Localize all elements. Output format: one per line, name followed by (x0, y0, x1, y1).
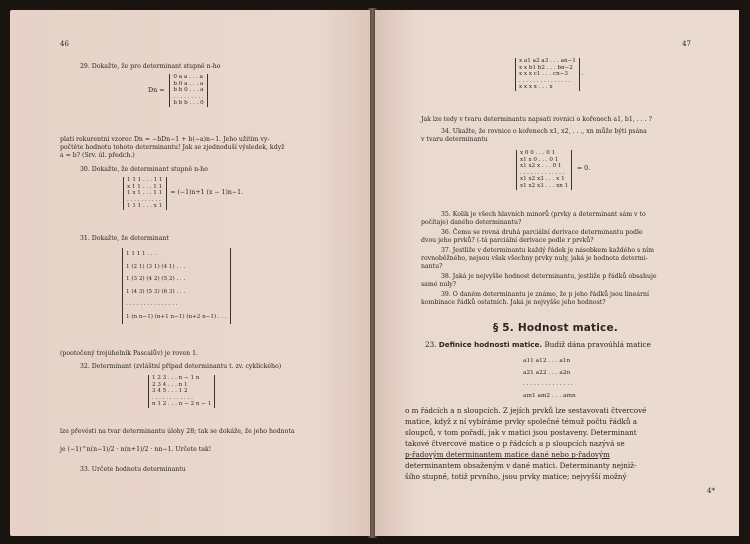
problem-39-b: kombinace řádků ostatních. Jaká je nejvyšše jeho hodnost? (421, 299, 606, 306)
body-line-7: šího stupně, totiž prvního, jsou prvky matice; nejvyšší možný (405, 472, 627, 481)
definition-23-title: Definice hodnosti matice. (438, 340, 543, 349)
problem-29-text-1: platí rekurentní vzorec Dn = −bDn−1 + b(−a)n−1. Jeho užitím vy- (60, 136, 270, 143)
matrix-row: . . . . . . . . . . . . . . (523, 381, 573, 387)
det33-row: x x b1 b2 . . . bn−2 (519, 64, 573, 71)
det29-row: b 0 a . . . a (173, 80, 204, 87)
determinant-30 (123, 177, 243, 210)
determinant-29 (148, 74, 208, 107)
problem-29-text-2: počtěte hodnotu tohoto determinantu! Jak se zjednoduší výsledek, když (60, 144, 285, 151)
determinant-34-body (516, 150, 572, 190)
definition-23-number: 23. (425, 340, 437, 349)
determinant-33 (515, 58, 583, 91)
definition-23 (425, 340, 651, 351)
body-line-1: o m řádcích a n sloupcích. Z jejích prvků lze sestavovati čtvercové (405, 406, 647, 415)
matrix-row: a21 a22 . . . a2n (523, 369, 571, 376)
matrix-a (523, 356, 576, 402)
det30-row: . . . . . . . . . . (127, 196, 161, 203)
problem-35-b: počítaje) daného determinantu? (421, 219, 522, 226)
determinant-34 (516, 150, 590, 190)
det33-row: x a1 a2 a3 . . . an−1 (519, 58, 576, 64)
det29-row: 0 a a . . . a (173, 74, 203, 80)
problem-34: 34. Ukažte, že rovnice o kořenech x1, x2, . . ., xn může býti psána (441, 128, 647, 135)
determinant-30-rhs: = (−1)n+1 (x − 1)n−1. (170, 189, 243, 197)
det31-row: . . . . . . . . . . . . . . . (126, 301, 178, 308)
determinant-29-lhs: Dn = (148, 86, 165, 95)
problem-37: 37. Jestliže v determinantu každý řádek je násobkem každého s ním (441, 247, 654, 254)
matrix-row: am1 am2 . . . amn (523, 392, 576, 399)
determinant-33-dot: . (581, 71, 584, 78)
matrix-row: a11 a12 . . . a1n (523, 358, 571, 364)
problem-32-text-2: je (−1)^n(n−1)/2 · n(n+1)/2 · nn−1. Určete tak! (60, 446, 212, 453)
problem-34-intro: Jak lze tedy v tvaru determinantu napsati rovnici o kořenech a1, b1, . . . ? (421, 116, 652, 123)
problem-36: 36. Čemu se rovná druhá parciální derivace determinantu podle (441, 229, 643, 236)
right-page (375, 10, 739, 536)
det31-row: 1 (4 3) (5 3) (6 3) . . . (126, 288, 186, 295)
problem-37-c: nantu? (421, 263, 443, 270)
det34-row: x 0 0 . . . 0 1 (520, 150, 556, 156)
det31-row: 1 (3 2) (4 2) (5 2) . . . (126, 276, 186, 283)
det30-row: 1 1 1 . . . x 1 (127, 203, 163, 210)
body-line-6: determinantem obsaženým v dané matici. Determinanty nejniž- (405, 461, 637, 470)
problem-34-b: v tvaru determinantu (421, 136, 488, 143)
det33-row: . . . . . . . . . . . . . . . (519, 77, 571, 84)
problem-31: 31. Dokažte, že determinant (80, 235, 169, 242)
body-line-2: matice, když z ní vybíráme prvky společné témuž počtu řádků a (405, 417, 638, 426)
body-line-4: takové čtvercové matice o p řádcích a p sloupcích nazývá se (405, 439, 625, 448)
determinant-33-body (515, 58, 580, 91)
det34-row: x1 x2 x3 . . . xn 1 (520, 182, 569, 189)
problem-29-text-3: a = b? (Srv. úl. předch.) (60, 152, 135, 159)
det31-row: 1 1 1 1 . . . (126, 251, 157, 257)
det34-row: x1 x2 x . . . 0 1 (520, 163, 562, 170)
problem-36-b: dvou jeho prvků? (-tá parciální derivace podle r prvků? (421, 237, 594, 244)
page-number-left: 46 (60, 40, 69, 48)
determinant-34-rhs: = 0. (577, 165, 591, 173)
page-number-right: 47 (682, 40, 691, 48)
problem-32: 32. Determinant (zvláštní případ determinantu t. zv. cyklického) (80, 363, 282, 370)
det31-row: 1 (2 1) (3 1) (4 1) . . . (126, 263, 186, 270)
det34-row: x1 x 0 . . . 0 1 (520, 156, 559, 163)
determinant-30-body (123, 177, 167, 210)
det29-row: . . . . . . . . . (173, 93, 204, 100)
problem-31-text: (pootočený trojúhelník Pascalův) je roven 1. (60, 350, 198, 357)
problem-32-text-1: lze převésti na tvar determinantu úlohy 28; tak se dokáže, že jeho hodnota (60, 428, 295, 435)
problem-33: 33. Určete hodnotu determinantu (80, 466, 186, 473)
body-line-5 (405, 450, 610, 461)
det30-row: 1 x 1 . . . 1 1 (127, 190, 163, 197)
determinant-31-body (122, 248, 231, 324)
det32-row: . . . . . . . . . . . . (152, 394, 193, 401)
det29-row: b b 0 . . . a (173, 87, 204, 94)
section-heading: § 5. Hodnost matice. (493, 322, 618, 334)
problem-29: 29. Dokažte, že pro determinant stupně n-ho (80, 63, 221, 70)
body-line-5-text: p-řadovým determinantem matice dané nebo p-řadovým (405, 450, 610, 459)
determinant-32 (148, 375, 215, 408)
determinant-32-body (148, 375, 215, 408)
det34-row: x1 x2 x3 . . . x 1 (520, 176, 565, 183)
det30-row: x 1 1 . . . 1 1 (127, 183, 163, 190)
problem-37-b: rovnoběžného, nejsou však všechny prvky nuly, jaká je hodnota determi- (421, 255, 648, 262)
det29-row: b b b . . . 0 (173, 100, 204, 107)
problem-38-b: samé nuly? (421, 281, 457, 288)
det32-row: 3 4 5 . . . 1 2 (152, 388, 188, 395)
body-line-3: sloupců, v tom pořadí, jak v matici jsou postaveny. Determinant (405, 428, 637, 437)
determinant-31 (122, 248, 231, 324)
left-page (10, 10, 370, 536)
det32-row: 1 2 3 . . . n − 1 n (152, 375, 200, 381)
det32-row: n 1 2 . . . n − 2 n − 1 (152, 401, 212, 408)
definition-23-after: Budiž dána pravoúhlá matice (544, 340, 651, 349)
determinant-29-body (169, 74, 207, 107)
det33-row: x x x c1 . . . cn−3 (519, 71, 568, 78)
problem-35: 35. Kolik je všech hlavních minorů (prvky a determinant sám v to (441, 211, 646, 218)
problem-30: 30. Dokažte, že determinant stupně n-ho (80, 166, 208, 173)
problem-39: 39. O daném determinantu je známo, že p jeho řádků jsou lineární (441, 291, 650, 298)
det30-row: 1 1 1 . . . 1 1 (127, 177, 163, 183)
det33-row: x x x x . . . x (519, 84, 553, 91)
signature-mark: 4* (707, 487, 715, 495)
det34-row: . . . . . . . . . . . . . (520, 169, 565, 176)
problem-38: 38. Jaká je nejvyšše hodnost determinantu, jestliže p řádků obsahuje (441, 273, 657, 280)
det32-row: 2 3 4 . . . n 1 (152, 381, 188, 388)
det31-row: 1 (n n−1) (n+1 n−1) (n+2 n−1) . . . (126, 313, 227, 320)
